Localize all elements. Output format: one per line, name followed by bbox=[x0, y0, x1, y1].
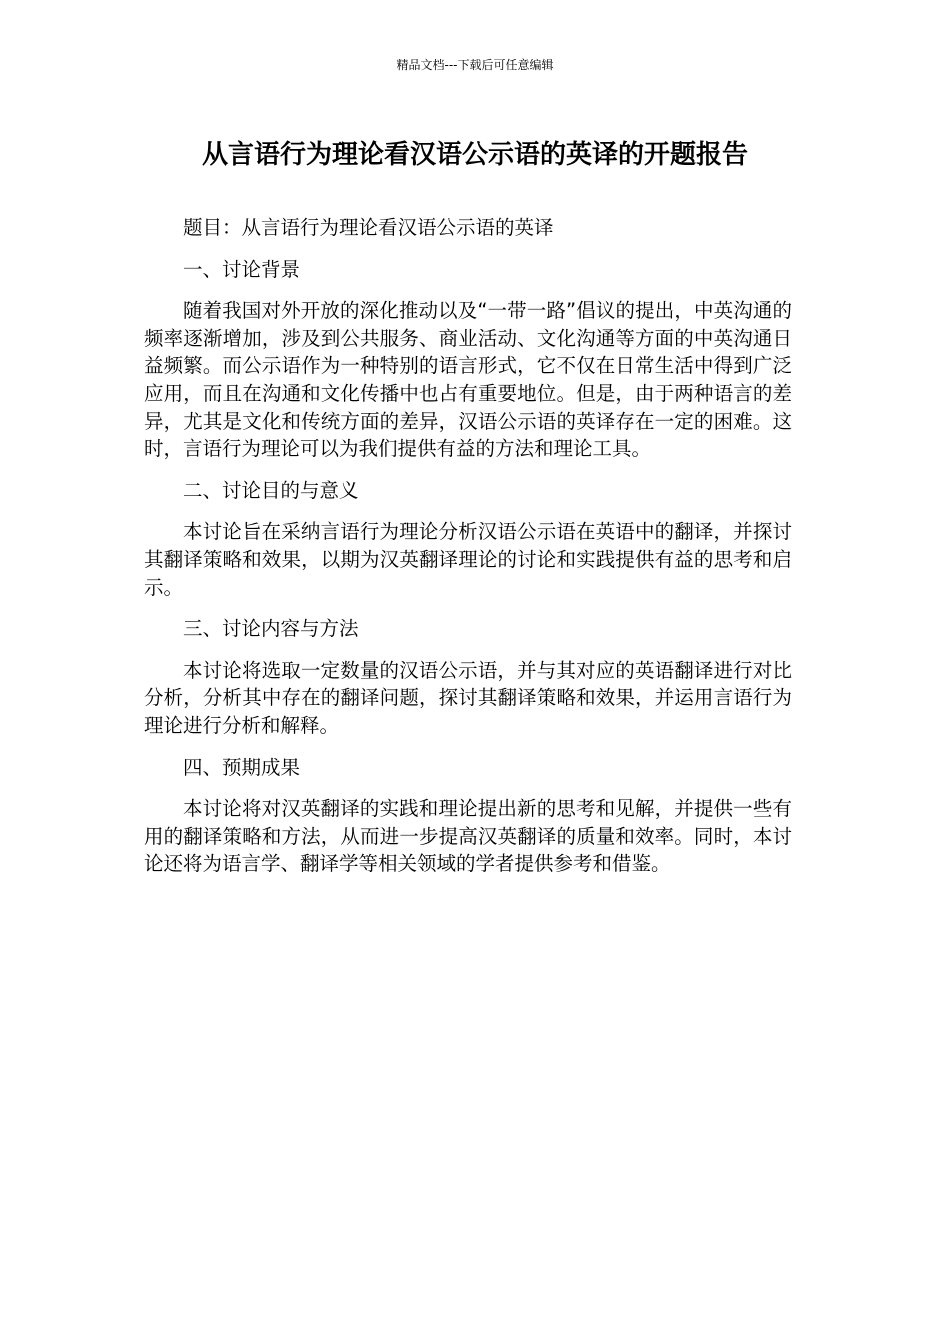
topic-line: 题目：从言语行为理论看汉语公示语的英译 bbox=[183, 216, 554, 239]
section-paragraph-purpose: 本讨论旨在采纳言语行为理论分析汉语公示语在英语中的翻译，并探讨其翻译策略和效果，以期为汉英翻译理论的讨论和实践提供有益的思考和启示。 bbox=[144, 520, 792, 599]
section-heading-method: 三、讨论内容与方法 bbox=[183, 617, 359, 641]
section-paragraph-outcomes: 本讨论将对汉英翻译的实践和理论提出新的思考和见解，并提供一些有用的翻译策略和方法，从而进一步提高汉英翻译的质量和效率。同时，本讨论还将为语言学、翻译学等相关领域的学者提供参考和借鉴。 bbox=[144, 797, 792, 876]
section-heading-purpose: 二、讨论目的与意义 bbox=[183, 478, 359, 502]
section-paragraph-method: 本讨论将选取一定数量的汉语公示语，并与其对应的英语翻译进行对比分析，分析其中存在的翻译问题，探讨其翻译策略和效果，并运用言语行为理论进行分析和解释。 bbox=[144, 658, 792, 737]
document-title: 从言语行为理论看汉语公示语的英译的开题报告 bbox=[201, 140, 748, 170]
section-heading-outcomes: 四、预期成果 bbox=[183, 755, 301, 779]
section-heading-background: 一、讨论背景 bbox=[183, 257, 301, 281]
section-paragraph-background: 随着我国对外开放的深化推动以及“一带一路”倡议的提出，中英沟通的频率逐渐增加，涉及到公共服务、商业活动、文化沟通等方面的中英沟通日益频繁。而公示语作为一种特别的语言形式，它不仅在日常生活中得到广泛应用，而且在沟通和文化传播中也占有重要地位。但是，由于两种语言的差异，尤其是文化和传统方面的差异，汉语公示语的英译存在一定的困难。这时，言语行为理论可以为我们提供有益的方法和理论工具。 bbox=[144, 299, 792, 461]
header-note: 精品文档---下载后可任意编辑 bbox=[396, 58, 554, 72]
document-body bbox=[144, 214, 792, 892]
